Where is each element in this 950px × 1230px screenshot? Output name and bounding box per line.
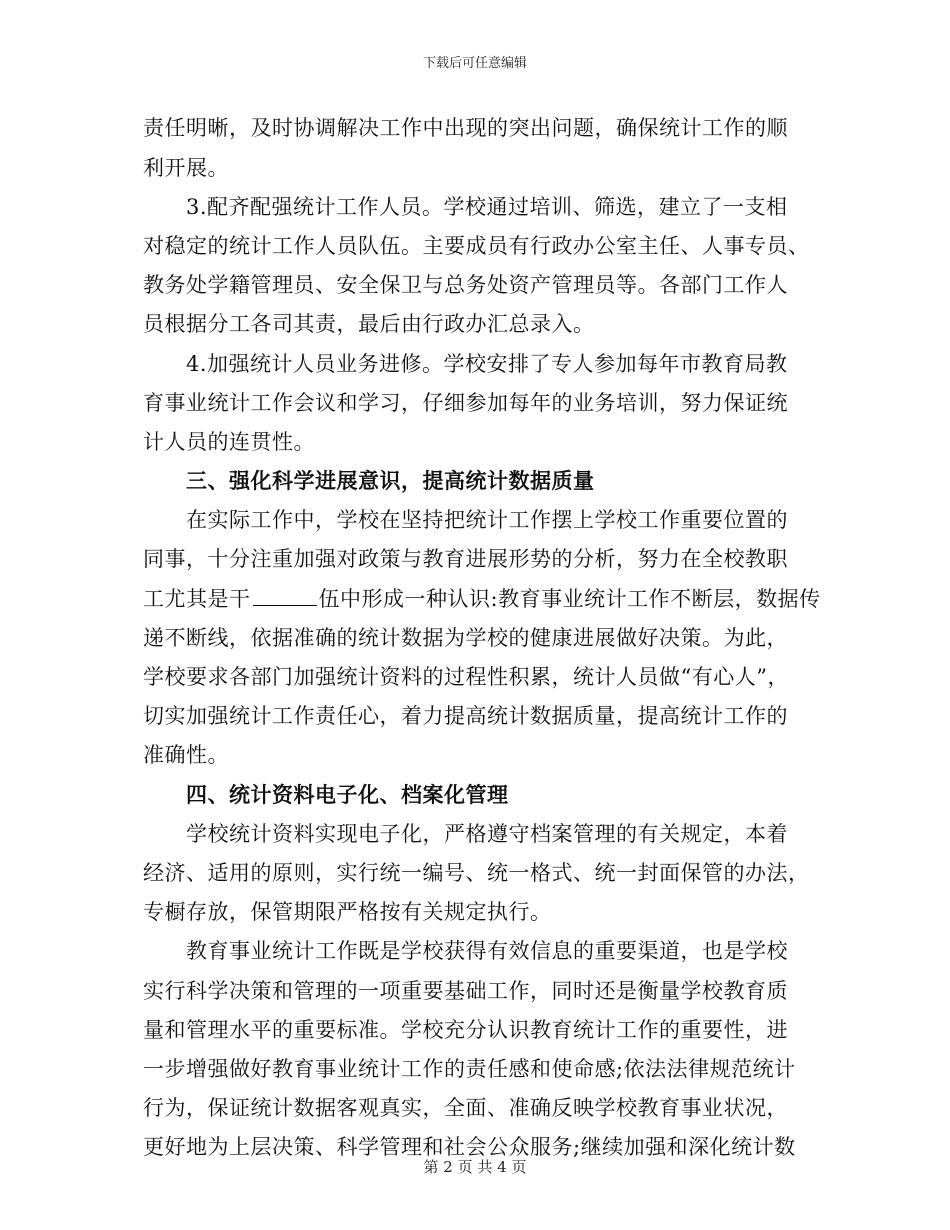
paragraph-line: 更好地为上层决策、科学管理和社会公众服务;继续加强和深化统计数 bbox=[143, 1135, 796, 1159]
paragraph-line: 在实际工作中，学校在坚持把统计工作摆上学校工作重要位置的 bbox=[186, 508, 788, 532]
paragraph-line: 3.配齐配强统计工作人员。学校通过培训、筛选，建立了一支相 bbox=[186, 195, 788, 219]
paragraph-line: 行为，保证统计数据客观真实，全面、准确反映学校教育事业状况， bbox=[143, 1096, 788, 1120]
paragraph-line: 学校统计资料实现电子化，严格遵守档案管理的有关规定，本着 bbox=[186, 822, 788, 846]
paragraph-line: 一步增强做好教育事业统计工作的责任感和使命感;依法法律规范统计 bbox=[143, 1057, 796, 1081]
paragraph-line: 递不断线，依据准确的统计数据为学校的健康进展做好决策。为此， bbox=[143, 626, 788, 650]
section-heading: 三、强化科学进展意识，提高统计数据质量 bbox=[186, 468, 595, 493]
paragraph-line: 学校要求各部门加强统计资料的过程性积累，统计人员做“有心人”， bbox=[143, 665, 789, 689]
paragraph-line: 教务处学籍管理员、安全保卫与总务处资产管理员等。各部门工作人 bbox=[143, 273, 788, 297]
paragraph-line: 量和管理水平的重要标准。学校充分认识教育统计工作的重要性，进 bbox=[143, 1018, 788, 1042]
paragraph-line: 计人员的连贯性。 bbox=[143, 430, 315, 454]
paragraph-line: 对稳定的统计工作人员队伍。主要成员有行政办公室主任、人事专员、 bbox=[143, 234, 810, 258]
paragraph-line: 教育事业统计工作既是学校获得有效信息的重要渠道，也是学校 bbox=[186, 939, 788, 963]
paragraph-line: 实行科学决策和管理的一项重要基础工作，同时还是衡量学校教育质 bbox=[143, 979, 788, 1003]
paragraph-line: 同事，十分注重加强对政策与教育进展形势的分析，努力在全校教职 bbox=[143, 547, 788, 571]
paragraph-line bbox=[143, 585, 821, 613]
paragraph-line: 利开展。 bbox=[143, 156, 229, 180]
fill-in-blank bbox=[253, 587, 317, 606]
paragraph-line: 经济、适用的原则，实行统一编号、统一格式、统一封面保管的办法， bbox=[143, 861, 810, 885]
paragraph-line: 切实加强统计工作责任心，着力提高统计数据质量，提高统计工作的 bbox=[143, 704, 788, 728]
paragraph-line: 员根据分工各司其责，最后由行政办汇总录入。 bbox=[143, 312, 595, 336]
paragraph-line: 责任明晰，及时协调解决工作中出现的突出问题，确保统计工作的顺 bbox=[143, 116, 788, 140]
paragraph-line: 4.加强统计人员业务进修。学校安排了专人参加每年市教育局教 bbox=[186, 352, 788, 376]
paragraph-line: 专橱存放，保管期限严格按有关规定执行。 bbox=[143, 900, 552, 924]
line-text-after-blank: 伍中形成一种认识:教育事业统计工作不断层，数据传 bbox=[318, 587, 821, 611]
paragraph-line: 准确性。 bbox=[143, 743, 229, 767]
paragraph-line: 育事业统计工作会议和学习，仔细参加每年的业务培训，努力保证统 bbox=[143, 391, 788, 415]
page-number: 第 2 页 共 4 页 bbox=[423, 1158, 527, 1176]
line-text-before-blank: 工尤其是干 bbox=[143, 587, 251, 611]
page-header-note: 下载后可任意编辑 bbox=[422, 56, 527, 71]
section-heading: 四、统计资料电子化、档案化管理 bbox=[186, 782, 509, 807]
